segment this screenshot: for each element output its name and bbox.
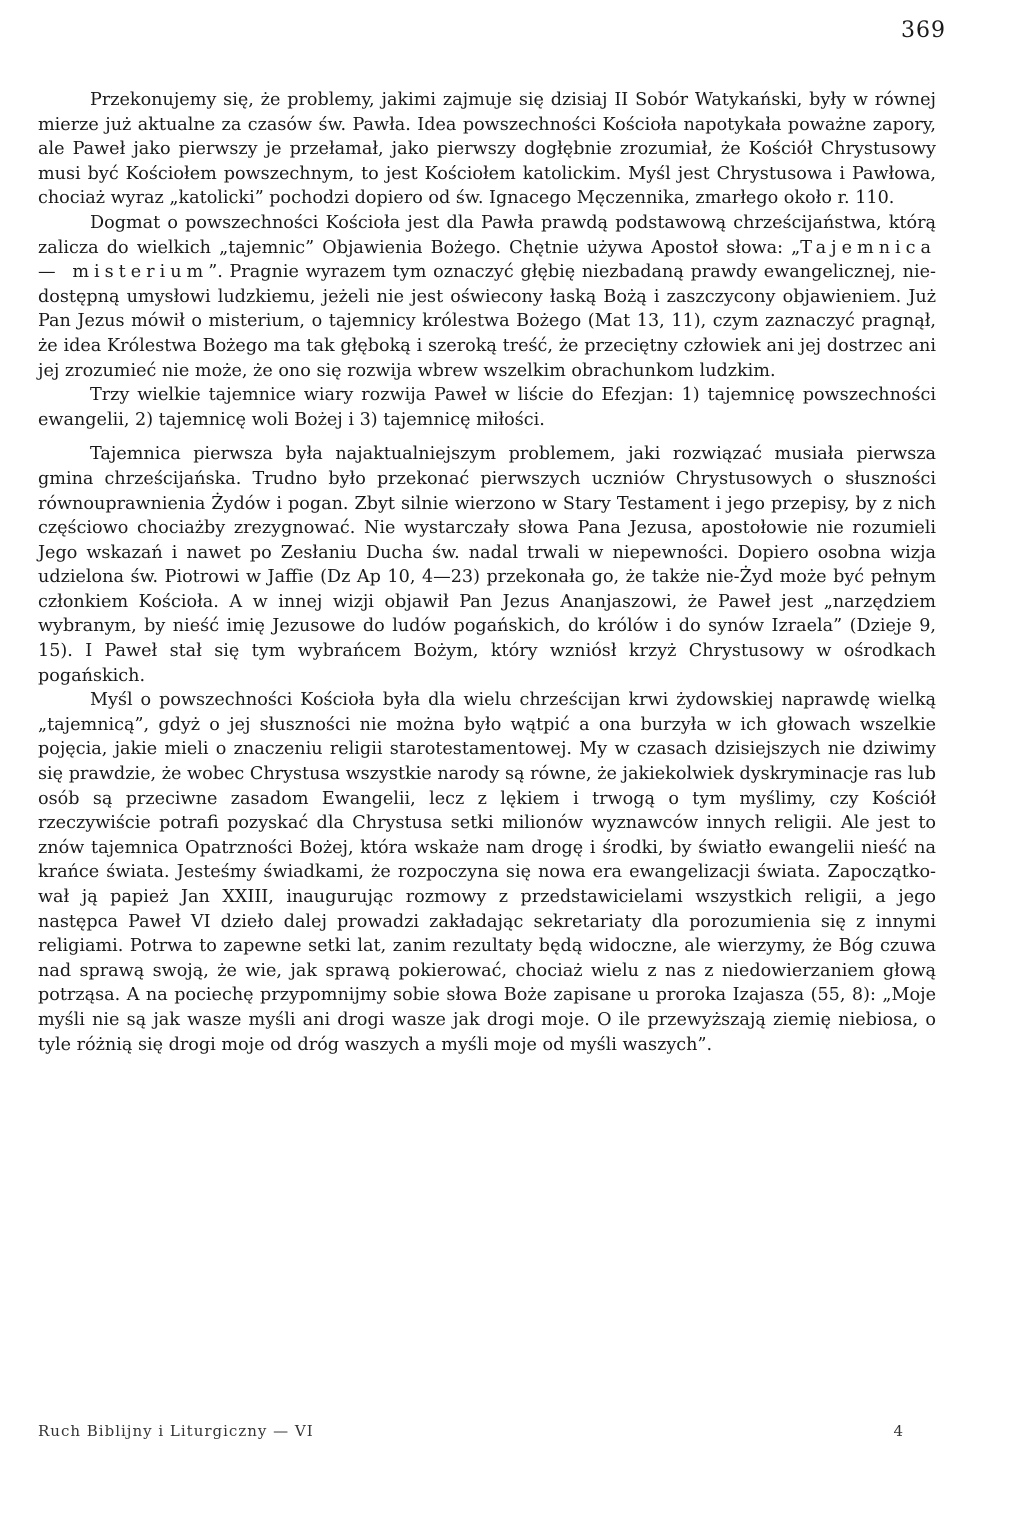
page-footer bbox=[38, 1422, 904, 1440]
paragraph-1: Przekonujemy się, że problemy, jakimi zajmuje się dzisiaj II Sobór Watykański, były w równej mierze już aktualne za czasów św. Pawła. Idea powszechności Kościoła napotykała poważne zapory, ale Paweł jako pierwszy je przełamał, jako pierwszy dogłębnie zrozumiał, że Kościół Chrystusowy musi być Kościołem powszechnym, to jest Kościołem katolickim. Myśl jest Chrystusowa i Pawłowa, chociaż wyraz „katolicki” pochodzi dopiero od św. Ignacego Męczennika, zmarłego około r. 110. bbox=[38, 90, 936, 209]
paragraph-2-spaced-term: Tajemnica — misterium bbox=[38, 237, 936, 283]
paragraph-5: Myśl o powszechności Kościoła była dla wielu chrześcijan krwi żydowskiej naprawdę wielką „tajemnicą”, gdyż o jej słuszności nie można było wątpić a ona burzyła w ich głowach wszelkie pojęcia, jakie mieli o znaczeniu religii starotestamentowej. My w czasach dzisiejszych nie dziwimy się prawdzie, że wobec Chrystusa wszystkie narody są równe, że jakiekolwiek dyskryminacje ras lub osób są przeciwne zasadom Ewangelii, lecz z lękiem i trwogą o tym myślimy, czy Kościół rzeczywiście potrafi pozyskać dla Chrystusa setki milionów wyznawców innych religii. Ale jest to znów tajemnica Opatrzności Bożej, która wskaże nam drogę i środki, by światło ewangelii nieść na krańce świata. Jesteśmy świadkami, że rozpoczyna się nowa era ewangelizacji świata. Zapoczątkował ją papież Jan XXIII, inaugurując rozmowy z przedstawicielami wszystkich religii, a jego następca Paweł VI dzieło dalej prowadzi zakładając sekretariaty dla porozumienia się z innymi religiami. Potrwa to zapewne setki lat, zanim rezultaty będą widoczne, ale wierzymy, że Bóg czuwa nad sprawą swoją, że wie, jak sprawą pokierować, chociaż wielu z nas z niedowierzaniem głową potrząsa. A na pociechę przypomnijmy sobie słowa Boże zapisane u proroka Izajasza (55, 8): „Moje myśli nie są jak wasze myśli ani drogi wasze jak drogi moje. O ile przewyższają ziemię niebiosa, o tyle różnią się drogi moje od dróg waszych a myśli moje od myśli waszych”. bbox=[38, 690, 936, 1055]
signature-mark: 4 bbox=[893, 1422, 904, 1440]
paragraph-2-text-after: ”. Pragnie wyrazem tym oznaczyć głębię niezbadaną prawdy ewangelicznej, niedostępną umysłowi ludzkiemu, jeżeli nie jest oświecony łaską Bożą i zaszczycony objawieniem. Już Pan Jezus mówił o misterium, o tajemnicy królestwa Bożego (Mat 13, 11), czym zaznaczyć pragnął, że idea Królestwa Bożego ma tak głęboką i szeroką treść, że przeciętny człowiek ani jej dostrzec ani jej zrozumieć nie może, że ono się rozwija wbrew wszelkim obrachunkom ludzkim. bbox=[38, 262, 936, 381]
paragraph-2-text-before: Dogmat o powszechności Kościoła jest dla Pawła prawdą podstawową chrześcijaństwa, którą zalicza do wielkich „tajemnic” Objawienia Bożego. Chętnie używa Apostoł słowa: „ bbox=[38, 212, 936, 258]
paragraph-3: Trzy wielkie tajemnice wiary rozwija Paweł w liście do Efezjan: 1) tajemnicę powszechności ewangelii, 2) tajemnicę woli Bożej i 3) tajemnicę miłości. bbox=[38, 385, 936, 430]
paragraph-2 bbox=[38, 211, 936, 383]
page-number: 369 bbox=[901, 18, 946, 43]
journal-title: Ruch Biblijny i Liturgiczny — VI bbox=[38, 1422, 314, 1440]
body-text bbox=[38, 88, 936, 1057]
paragraph-4: Tajemnica pierwsza była najaktualniejszym problemem, jaki rozwiązać musiała pierwsza gmina chrześcijańska. Trudno było przekonać pierwszych uczniów Chrystusowych o słuszności równouprawnienia Żydów i pogan. Zbyt silnie wierzono w Stary Testament i jego przepisy, by z nich częściowo chociażby zrezygnować. Nie wystarczały słowa Pana Jezusa, apostołowie nie rozumieli Jego wskazań i nawet po Zesłaniu Ducha św. nadal trwali w niepewności. Dopiero osobna wizja udzielona św. Piotrowi w Jaffie (Dz Ap 10, 4—23) przekonała go, że także nie-Żyd może być pełnym członkiem Kościoła. A w innej wizji objawił Pan Jezus Ananjaszowi, że Paweł jest „narzędziem wybranym, by nieść imię Jezusowe do ludów pogańskich, do królów i do synów Izraela” (Dzieje 9, 15). I Paweł stał się tym wybrańcem Bożym, który wzniósł krzyż Chrystusowy w ośrodkach pogańskich. bbox=[38, 444, 936, 686]
